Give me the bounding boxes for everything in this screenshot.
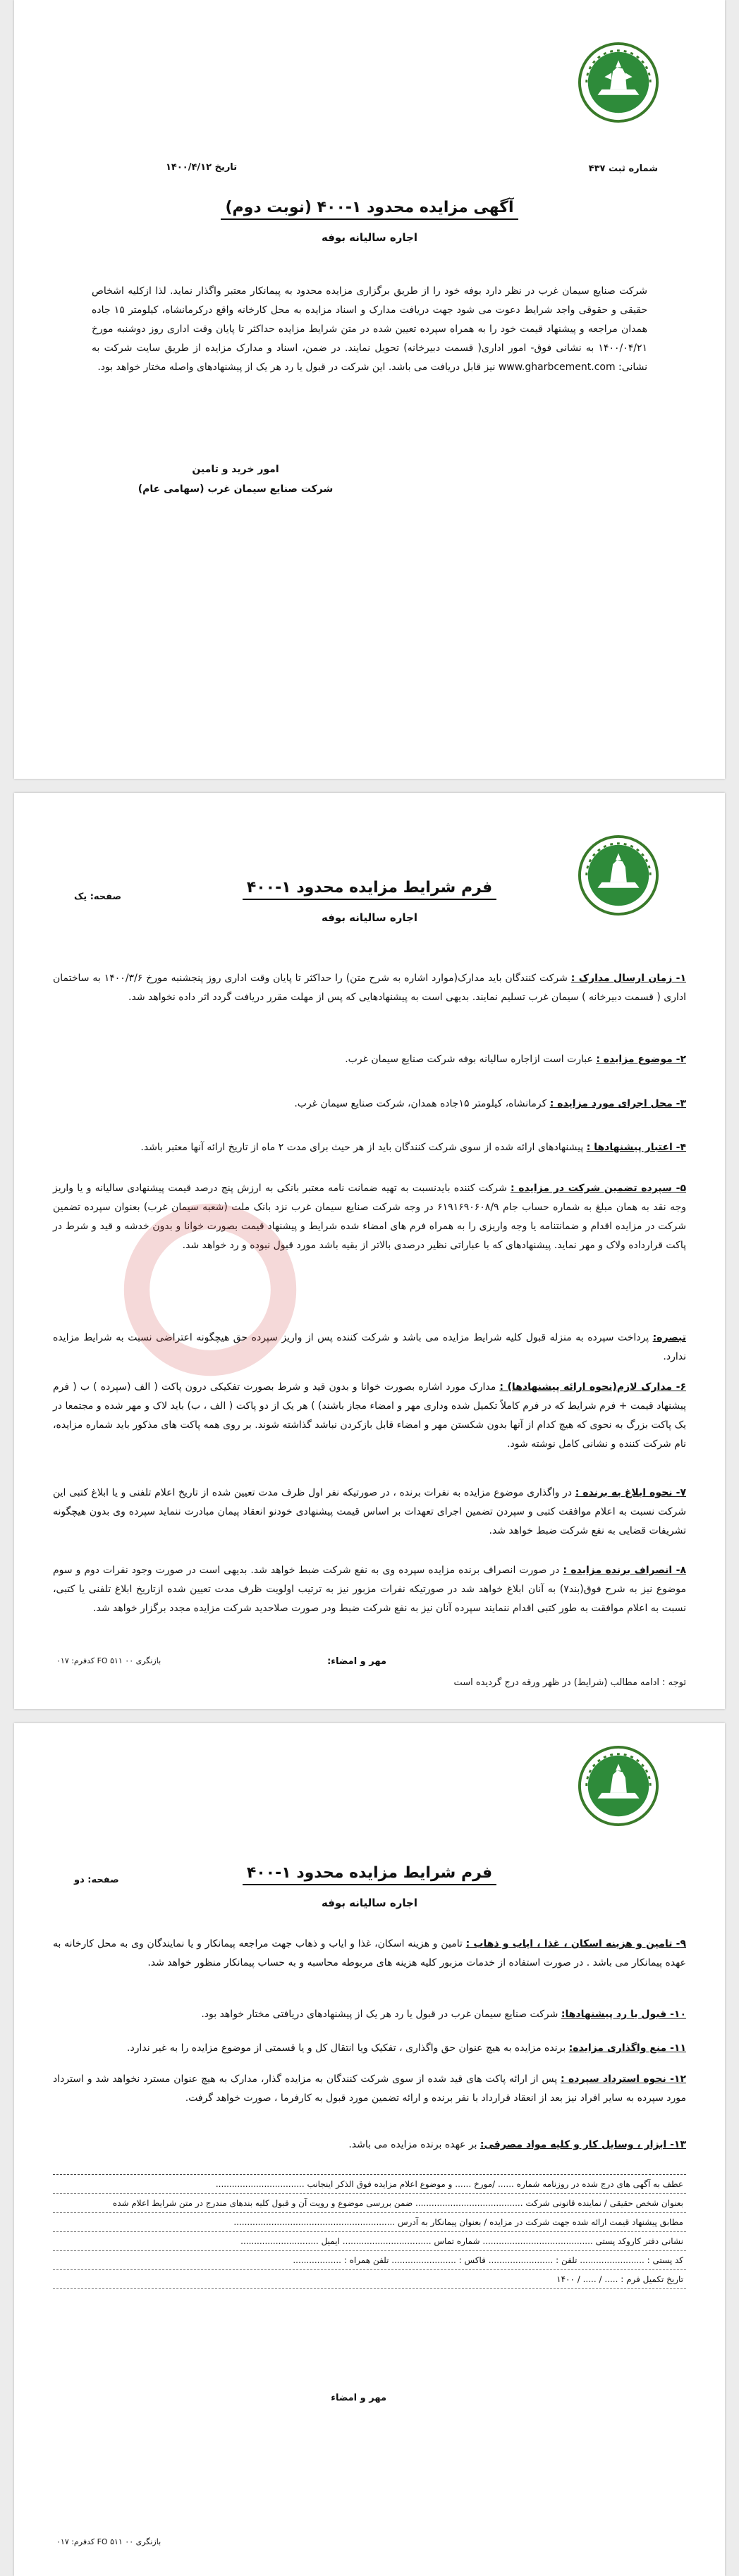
form-row[interactable]: عطف به آگهی های درج شده در روزنامه شماره ...... /مورخ ...... و موضوع اعلام مزایده فوق الذکر اینجانب ................................. — [53, 2175, 686, 2194]
condition-text: پرداخت سپرده به منزله قبول کلیه شرایط مزایده می باشد و شرکت کننده پس از واریز سپرده حق هیچگونه اعتراضی نسبت به شرایط مزایده ندارد. — [53, 1332, 686, 1362]
condition-heading: ۸- انصراف برنده مزایده : — [563, 1565, 686, 1576]
condition-item — [53, 2005, 686, 2024]
condition-heading: ۴- اعتبار پیشنهادها : — [586, 1142, 686, 1153]
condition-heading: ۱۳- ابزار ، وسایل کار و کلیه مواد مصرفی: — [480, 2139, 686, 2150]
condition-item — [53, 1095, 686, 1114]
condition-heading: تبصره: — [652, 1332, 686, 1343]
form-code: کدفرم: ۰۱۷ FO ۵۱۱ بازنگری ۰۰ — [56, 1656, 161, 1665]
condition-text: شرکت صنایع سیمان غرب در قبول یا رد هر یک از پیشنهادهای دریافتی مختار خواهد بود. — [201, 2009, 561, 2020]
condition-text: کرمانشاه، کیلومتر ۱۵جاده همدان، شرکت صنایع سیمان غرب. — [294, 1098, 550, 1109]
condition-item — [53, 1561, 686, 1618]
condition-item — [53, 2039, 686, 2058]
condition-item — [53, 2136, 686, 2155]
condition-text: شرکت کننده بایدنسبت به تهیه ضمانت نامه معتبر بانکی به ارزش پنج درصد قیمت پیشنهادی سالیانه و یا واریز وجه نقد به همان مبلغ به شماره حساب جام ۶۱۹۱۶۹۰۶۰۸/۹ در وجه شرکت صنایع سیمان غرب نزد بانک ملت (شعبه سیمان غرب) بعنوان سپرده تضمین شرکت در مزایده اقدام و ضمانتنامه یا وجه واریزی را به همراه فرم های امضاء شده شرایط و پیشنهاد قیمت بصورت خوانا و بدون خدشه و قید و شرط در پاکت قرارداده ولاک و مهر نماید. پیشنهادهای که با عباراتی نظیر درصدی بالاتر از بقیه باشد مورد قبول نبوده و رد خواهد شد. — [53, 1183, 686, 1251]
stamp-signature-label: مهر و امضاء: — [327, 1656, 386, 1667]
condition-heading: ۱- زمان ارسال مدارک : — [570, 973, 686, 984]
page-title — [14, 199, 725, 216]
condition-heading: ۹- تامین و هزینه اسکان ، غذا ، ایاب و ذهاب : — [465, 1938, 686, 1949]
condition-item — [53, 1378, 686, 1454]
signature-block — [14, 460, 457, 499]
signature-dept: امور خرید و تامین — [192, 464, 279, 475]
page-title-text: فرم شرایط مزایده محدود ۱-۴۰۰ — [243, 1864, 496, 1885]
page-title-text: فرم شرایط مزایده محدود ۱-۴۰۰ — [243, 879, 496, 900]
bid-form — [53, 2174, 686, 2289]
condition-item — [53, 1138, 686, 1157]
registration-number: شماره ثبت ۴۳۷ — [588, 164, 658, 174]
page-number-label: صفحه: دو — [74, 1875, 119, 1885]
company-logo — [577, 41, 660, 124]
condition-text: برنده مزایده به هیچ عنوان حق واگذاری ، تفکیک ویا انتقال کل و یا قسمتی از موضوع مزایده را به غیر ندارد. — [127, 2042, 569, 2054]
notice-date: تاریخ ۱۴۰۰/۴/۱۲ — [166, 162, 238, 173]
form-row[interactable]: بعنوان شخص حقیقی / نماینده قانونی شرکت ........................................ ضمن بررسی موضوع و رویت آن و قبول کلیه بندهای مندرج در متن شرایط اعلام شده — [53, 2194, 686, 2213]
form-row[interactable]: کد پستی : ........................ تلفن : ........................ فاکس : ........................ تلفن همراه : .................. — [53, 2251, 686, 2270]
form-row[interactable]: مطابق پیشنهاد قیمت ارائه شده جهت شرکت در مزایده / بعنوان پیمانکار به آدرس ............................................................ — [53, 2213, 686, 2232]
condition-heading: ۶- مدارک لازم(نحوه ارائه پیشنهادها) : — [499, 1381, 686, 1393]
condition-item — [53, 1484, 686, 1541]
condition-heading: ۵- سپرده تضمین شرکت در مزایده : — [510, 1183, 686, 1194]
condition-text: بر عهده برنده مزایده می باشد. — [348, 2139, 480, 2150]
condition-item — [53, 2070, 686, 2108]
condition-text: پس از ارائه پاکت های قید شده از سوی شرکت کنندگان به مزایده گذار، مدارک به هیچ عنوان مسترد نخواهد شد و استرداد مورد سپرده به سایر افراد نیز بعد از انعقاد قرارداد با نفر برنده و ارائه تضمین مورد قبول به کارفرما ، صورت خواهد گرفت. — [53, 2073, 686, 2104]
company-logo — [577, 1744, 660, 1828]
notice-body: شرکت صنایع سیمان غرب در نظر دارد بوفه خود را از طریق برگزاری مزایده محدود به پیمانکار معتبر واگذار نماید. لذا ازکلیه اشخاص حقیقی و حقوقی واجد شرایط دعوت می شود جهت دریافت مدارک و اسناد مزایده به محل کارخانه واقع درکرمانشاه، کیلومتر ۱۵ جاده همدان مراجعه و پیشنهاد قیمت خود را به همراه سپرده تعیین شده در متن شرایط مزایده حداکثر تا پایان وقت اداری روز دوشنبه مورخ ۱۴۰۰/۰۴/۲۱ به نشانی فوق- امور اداری( قسمت دبیرخانه) تحویل نمایند. در ضمن، اسناد و مدارک مزایده از طریق سایت شرکت به نشانی: www.gharbcement.com نیز قابل دریافت می باشد. این شرکت در قبول یا رد هر یک از پیشنهادهای واصله مختار خواهد بود. — [92, 285, 647, 373]
condition-text: تامین و هزینه اسکان، غذا و ایاب و ذهاب جهت مراجعه پیمانکار و یا نمایندگان وی به محل کارخانه به عهده پیمانکار می باشد . در صورت استفاده از خدمات مزبور کلیه هزینه های مربوطه محاسبه و به حساب پیمانکار منظور خواهد شد. — [53, 1938, 686, 1968]
page-subtitle: اجاره سالیانه بوفه — [322, 911, 417, 924]
condition-text: در صورت انصراف برنده مزایده سپرده وی به نفع شرکت ضبط خواهد شد. بدیهی است در صورت وجود نفرات دوم و سوم موضوع نیز به شرح فوق(بند۷) به آنان ابلاغ خواهد شد در صورتیکه نفرات مزبور نیز به ترتیب اولویت ظرف مدت تعیین شده ازتاریخ ابلاغ تلفنی یا کتبی، نسبت به اعلام موافقت به طور کتبی اقدام ننمایند سپرده آنان نیز به نفع شرکت ضبط ودر صورت صلاحدید شرکت مزایده مجدد برگزار خواهد شد. — [53, 1565, 686, 1614]
page-title — [14, 1864, 725, 1882]
condition-heading: ۱۲- نحوه استرداد سپرده : — [561, 2073, 687, 2085]
page-subtitle: اجاره سالیانه بوفه — [322, 1897, 417, 1909]
form-row[interactable]: نشانی دفتر کاروکد پستی ......................................... شماره تماس ................................. ایمیل ............................. — [53, 2232, 686, 2251]
condition-item — [53, 1935, 686, 1973]
condition-text: پیشنهادهای ارائه شده از سوی شرکت کنندگان باید از هر حیث برای مدت ۲ ماه از تاریخ ارائه آنها معتبر باشد. — [140, 1142, 587, 1153]
page-1 — [14, 0, 725, 779]
page-title — [14, 879, 725, 896]
condition-heading: ۱۱- منع واگذاری مزایده: — [568, 2042, 686, 2054]
page-3 — [14, 1723, 725, 2576]
watermark-icon — [118, 1198, 302, 1381]
form-row[interactable]: تاریخ تکمیل فرم : ..... / ..... / ۱۴۰۰ — [53, 2270, 686, 2289]
condition-item — [53, 1050, 686, 1069]
condition-text: عبارت است ازاجاره سالیانه بوفه شرکت صنایع سیمان غرب. — [345, 1054, 597, 1065]
page-title-text: آگهی مزایده محدود ۱-۴۰۰ (نوبت دوم) — [221, 199, 518, 220]
page-subtitle: اجاره سالیانه بوفه — [322, 231, 417, 244]
continuation-note: توجه : ادامه مطالب (شرایط) در ظهر ورقه درج گردیده است — [453, 1677, 686, 1688]
page-number-label: صفحه: یک — [74, 892, 122, 902]
condition-text: در واگذاری موضوع مزایده به نفرات برنده ، در صورتیکه نفر اول ظرف مدت تعیین شده از تاریخ اعلام تلفنی و یا ابلاغ کتبی این شرکت نسبت به اعلام موافقت کتبی و سپردن تضمین اجرای تعهدات بر اساس قیمت پیشنهادی خودنو انعقاد پیمان مبادرت ننماید سپرده وی بدون هیچگونه تشریفات قضایی به نفع شرکت ضبط خواهد شد. — [53, 1487, 686, 1536]
condition-heading: ۳- محل اجرای مورد مزایده : — [549, 1098, 686, 1109]
condition-heading: ۱۰- قبول یا رد پیشنهادها: — [561, 2009, 686, 2020]
signature-company: شرکت صنایع سیمان غرب (سهامی عام) — [138, 483, 334, 495]
condition-text: شرکت کنندگان باید مدارک(موارد اشاره به شرح متن) را حداکثر تا پایان وقت اداری روز پنجشنبه مورخ ۱۴۰۰/۳/۶ به ساختمان اداری ( قسمت دبیرخانه ) سیمان غرب تسلیم نمایند. بدیهی است به پیشنهادهایی که پس از مهلت مقرر دریافت گردد اثر داده نخواهد شد. — [53, 973, 686, 1003]
condition-text: مدارک مورد اشاره بصورت خوانا و بدون قید و شرط بصورت تفکیکی درون پاکت ( الف (سپرده ) ب ( فرم پیشنهاد قیمت + فرم شرایط که در فرم کاملاً تکمیل شده وداری مهر و امضاء مجاز باشند) ) هر یک از دو پاکت ( الف ، ب) باید لاک و مهر شده و مجتمعا در یک پاکت بزرگ به نحوی که هیچ کدام از آنها بدون شکستن مهر و امضاء قابل بازکردن نباشد گذاشته شوند. بر روی همه پاکت های مذکور باید شماره مزایده، نام شرکت کننده و نشانی کامل نوشته شود. — [53, 1381, 686, 1450]
company-logo — [577, 834, 660, 917]
condition-heading: ۲- موضوع مزایده : — [596, 1054, 686, 1065]
form-code: کدفرم: ۰۱۷ FO ۵۱۱ بازنگری ۰۰ — [56, 2537, 161, 2546]
condition-heading: ۷- نحوه ابلاغ به برنده : — [575, 1487, 686, 1498]
stamp-signature-label: مهر و امضاء — [331, 2393, 386, 2403]
condition-item — [53, 969, 686, 1007]
